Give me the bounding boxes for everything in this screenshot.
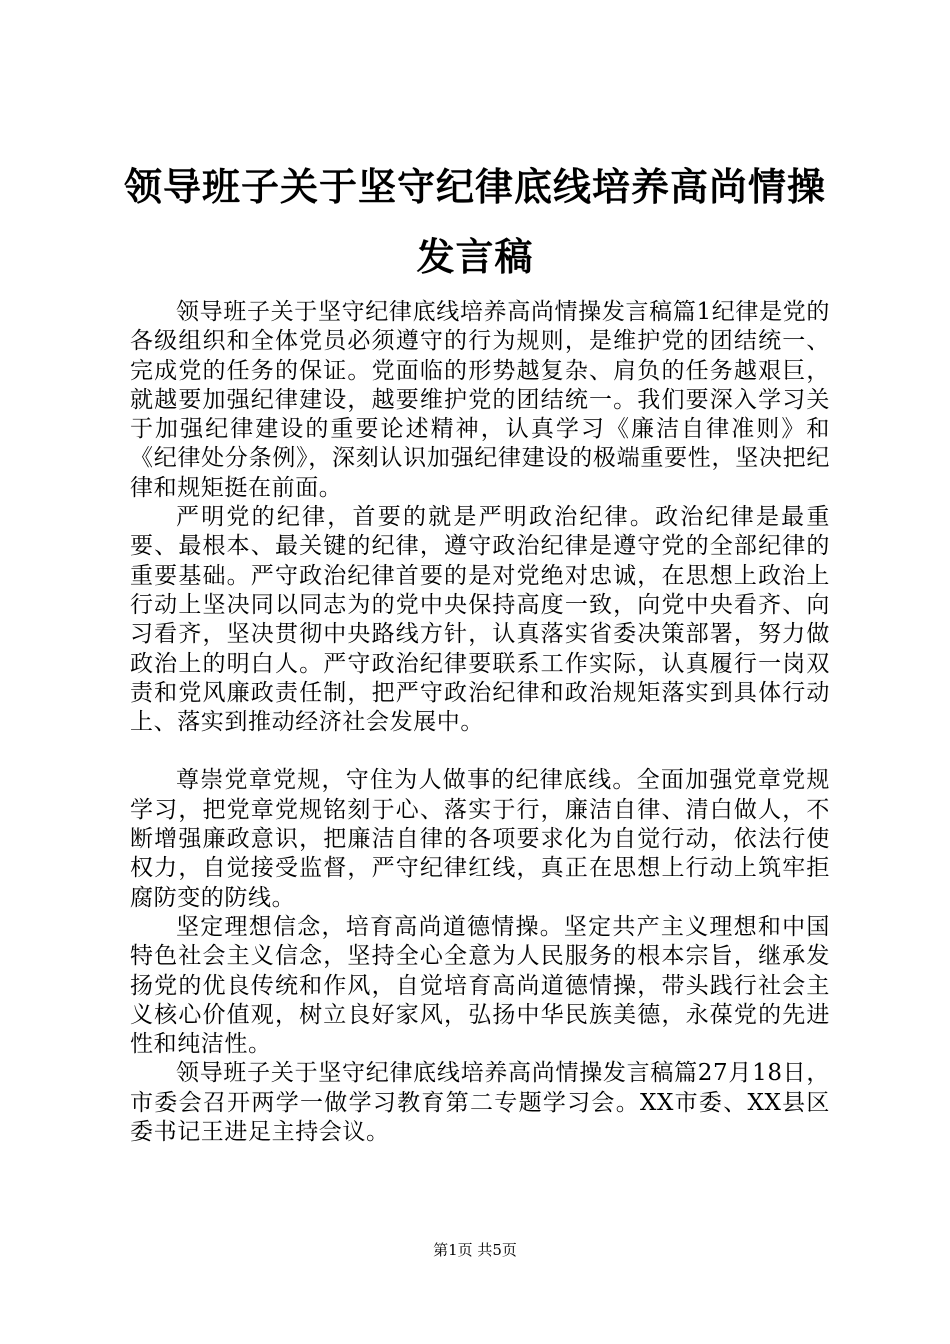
paragraph-2: 严明党的纪律，首要的就是严明政治纪律。政治纪律是最重要、最根本、最关键的纪律，遵守政治纪律是遵守党的全部纪律的重要基础。严守政治纪律首要的是对党绝对忠诚，在思想上政治上行动上坚决同以同志为的党中央保持高度一致，向党中央看齐、向习看齐，坚决贯彻中央路线方针，认真落实省委决策部署，努力做政治上的明白人。严守政治纪律要联系工作实际，认真履行一岗双责和党风廉政责任制，把严守政治纪律和政治规矩落实到具体行动上、落实到推动经济社会发展中。 <box>130 504 830 736</box>
paragraph-1: 领导班子关于坚守纪律底线培养高尚情操发言稿篇1纪律是党的各级组织和全体党员必须遵守的行为规则，是维护党的团结统一、完成党的任务的保证。党面临的形势越复杂、肩负的任务越艰巨，就越要加强纪律建设，越要维护党的团结统一。我们要深入学习关于加强纪律建设的重要论述精神，认真学习《廉洁自律准则》和《纪律处分条例》，深刻认识加强纪律建设的极端重要性，坚决把纪律和规矩挺在前面。 <box>130 299 830 501</box>
document-title: 领导班子关于坚守纪律底线培养高尚情操发言稿 <box>123 164 826 279</box>
document-body <box>130 298 830 1147</box>
paragraph-3: 尊崇党章党规，守住为人做事的纪律底线。全面加强党章党规学习，把党章党规铭刻于心、落实于行，廉洁自律、清白做人，不断增强廉政意识，把廉洁自律的各项要求化为自觉行动，依法行使权力，自觉接受监督，严守纪律红线，真正在思想上行动上筑牢拒腐防变的防线。 <box>130 767 830 911</box>
paragraph-4: 坚定理想信念，培育高尚道德情操。坚定共产主义理想和中国特色社会主义信念，坚持全心全意为人民服务的根本宗旨，继承发扬党的优良传统和作风，自觉培育高尚道德情操，带头践行社会主义核心价值观，树立良好家风，弘扬中华民族美德，永葆党的先进性和纯洁性。 <box>130 913 830 1058</box>
paragraph-5: 领导班子关于坚守纪律底线培养高尚情操发言稿篇27月18日，市委会召开两学一做学习教育第二专题学习会。XX市委、XX县区委书记王进足主持会议。 <box>130 1060 830 1146</box>
page-footer: 第1页 共5页 <box>433 1241 517 1259</box>
